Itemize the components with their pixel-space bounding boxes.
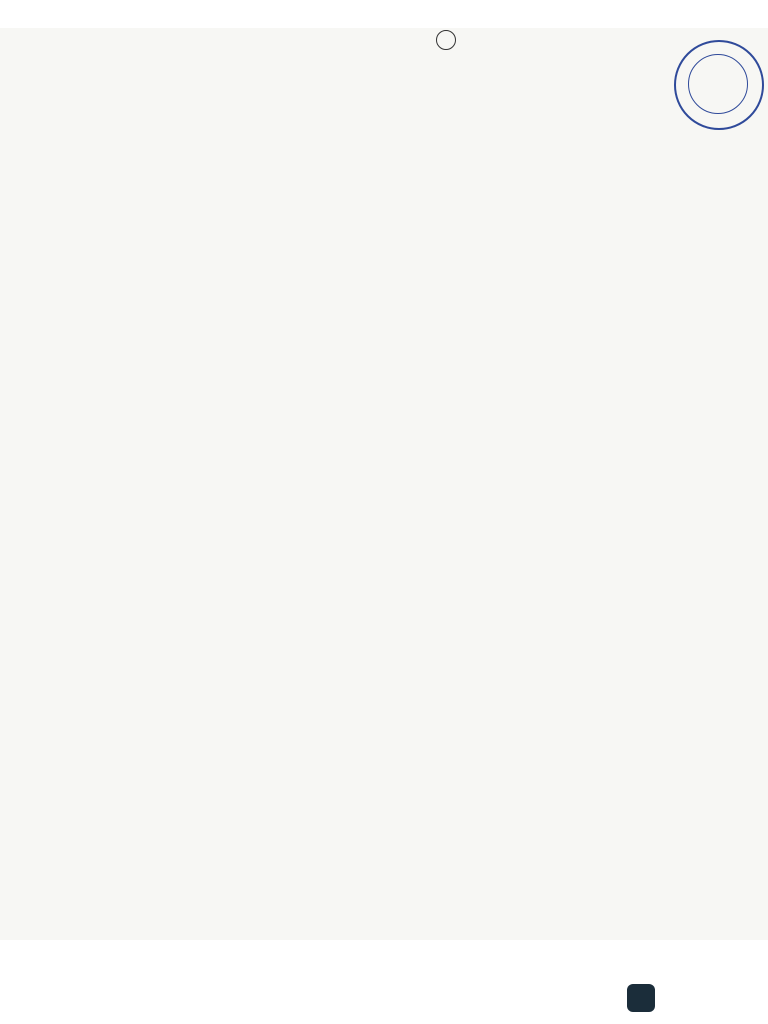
header-col18 [558,210,578,296]
header-leave-earned [194,176,216,296]
header-leave-credit [224,176,240,296]
header-government [57,178,71,298]
header-col10 [306,176,344,296]
header-col12 [378,176,410,296]
header-col21 [634,176,656,296]
camscanner-logo [627,984,655,1012]
header-col14 [446,210,468,296]
header-remarks [660,200,676,296]
header-col11 [344,176,376,296]
header-col13 [418,210,440,296]
header-col16 [504,210,524,296]
header-col19 [580,200,606,296]
header-attestation [692,200,712,296]
header-col15 [474,176,502,296]
header-col17 [530,210,550,296]
header-col20 [606,176,628,296]
